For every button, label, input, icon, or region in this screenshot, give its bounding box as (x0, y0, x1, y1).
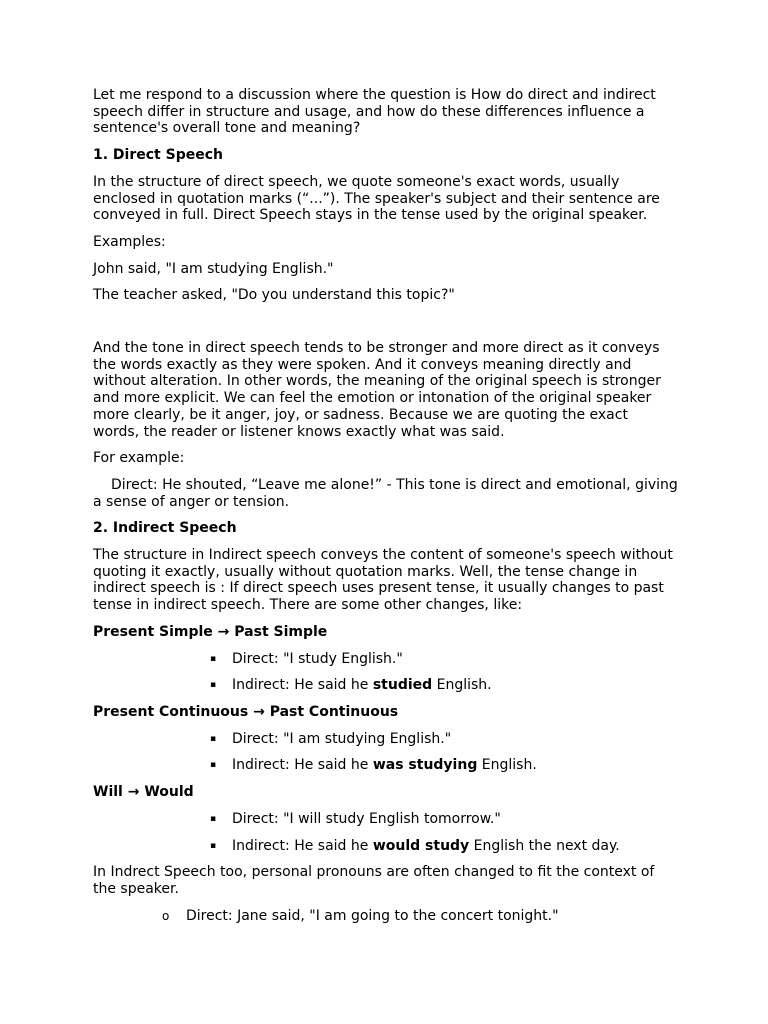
direct-example: Direct: "I study English." (232, 650, 403, 667)
tense-rule-examples (93, 651, 678, 694)
indirect-example-verb: was studying (372, 757, 478, 774)
list-item (93, 757, 678, 774)
indirect-example-suffix: English the next day. (469, 837, 620, 854)
indirect-example-prefix: Indirect: He said he (232, 677, 373, 694)
square-bullet-icon: ▪ (210, 813, 217, 824)
tense-rule-heading: Present Continuous → Past Continuous (93, 703, 399, 720)
indirect-example-suffix: English. (432, 677, 492, 694)
direct-example-teacher: The teacher asked, "Do you understand this topic?" (93, 287, 455, 304)
square-bullet-icon: ▪ (210, 760, 217, 771)
indirect-example-verb: studied (372, 677, 433, 694)
direct-example: Direct: "I will study English tomorrow." (232, 810, 501, 827)
circle-bullet-icon: o (162, 908, 170, 923)
list-item (93, 731, 678, 748)
direct-speech-tone-paragraph: And the tone in direct speech tends to be stronger and more direct as it conveys the words exactly as they were spoken. And it conveys meaning directly and without alteration. In other words, the meaning of the original speech is stronger and more explicit. We can feel the emotion or intonation of the original speaker more clearly, be it anger, joy, or sadness. Because we are quoting the exact words, the reader or listener knows exactly what was said. (93, 340, 661, 440)
section-heading-indirect-speech: 2. Indirect Speech (93, 520, 237, 537)
square-bullet-icon: ▪ (210, 840, 217, 851)
square-bullet-icon: ▪ (210, 653, 217, 664)
section-heading-direct-speech: 1. Direct Speech (93, 147, 223, 164)
list-item (93, 838, 678, 855)
paragraph-gap (93, 314, 678, 340)
direct-example: Direct: "I am studying English." (232, 730, 452, 747)
square-bullet-icon: ▪ (210, 733, 217, 744)
indirect-example-prefix: Indirect: He said he (232, 757, 373, 774)
pronoun-direct-example: Direct: Jane said, "I am going to the concert tonight." (186, 907, 559, 924)
intro-paragraph: Let me respond to a discussion where the question is How do direct and indirect speech differ in structure and usage, and how do these differences influence a sentence's overall tone and meaning? (93, 87, 656, 137)
tense-rule-examples (93, 731, 678, 774)
indirect-example-prefix: Indirect: He said he (232, 837, 373, 854)
document-page (93, 87, 678, 934)
tone-example-paragraph: Direct: He shouted, “Leave me alone!” - This tone is direct and emotional, giving a sense of anger or tension. (93, 476, 678, 510)
for-example-label: For example: (93, 450, 185, 467)
list-item (93, 811, 678, 828)
square-bullet-icon: ▪ (210, 680, 217, 691)
list-item (93, 908, 678, 925)
direct-example-john: John said, "I am studying English." (93, 260, 334, 277)
direct-speech-structure-paragraph: In the structure of direct speech, we quote someone's exact words, usually enclosed in quotation marks (“...”). The speaker's subject and their sentence are conveyed in full. Direct Speech stays in the tense used by the original speaker. (93, 173, 660, 224)
indirect-example-verb: would study (372, 837, 470, 854)
indirect-example-suffix: English. (477, 757, 537, 774)
list-item (93, 651, 678, 668)
list-item (93, 677, 678, 694)
tense-rule-heading: Present Simple → Past Simple (93, 623, 328, 640)
pronoun-examples (93, 908, 678, 925)
examples-label: Examples: (93, 233, 166, 250)
indirect-speech-structure-paragraph: The structure in Indirect speech conveys the content of someone's speech without quoting it exactly, usually without quotation marks. Well, the tense change in indirect speech is : If direct speech uses present tense, it usually changes to past tense in indirect speech. There are some other changes, like: (93, 547, 673, 614)
tense-rule-heading: Will → Would (93, 784, 194, 801)
pronouns-paragraph: In Indrect Speech too, personal pronouns are often changed to fit the context of the speaker. (93, 864, 655, 897)
tense-rule-examples (93, 811, 678, 854)
